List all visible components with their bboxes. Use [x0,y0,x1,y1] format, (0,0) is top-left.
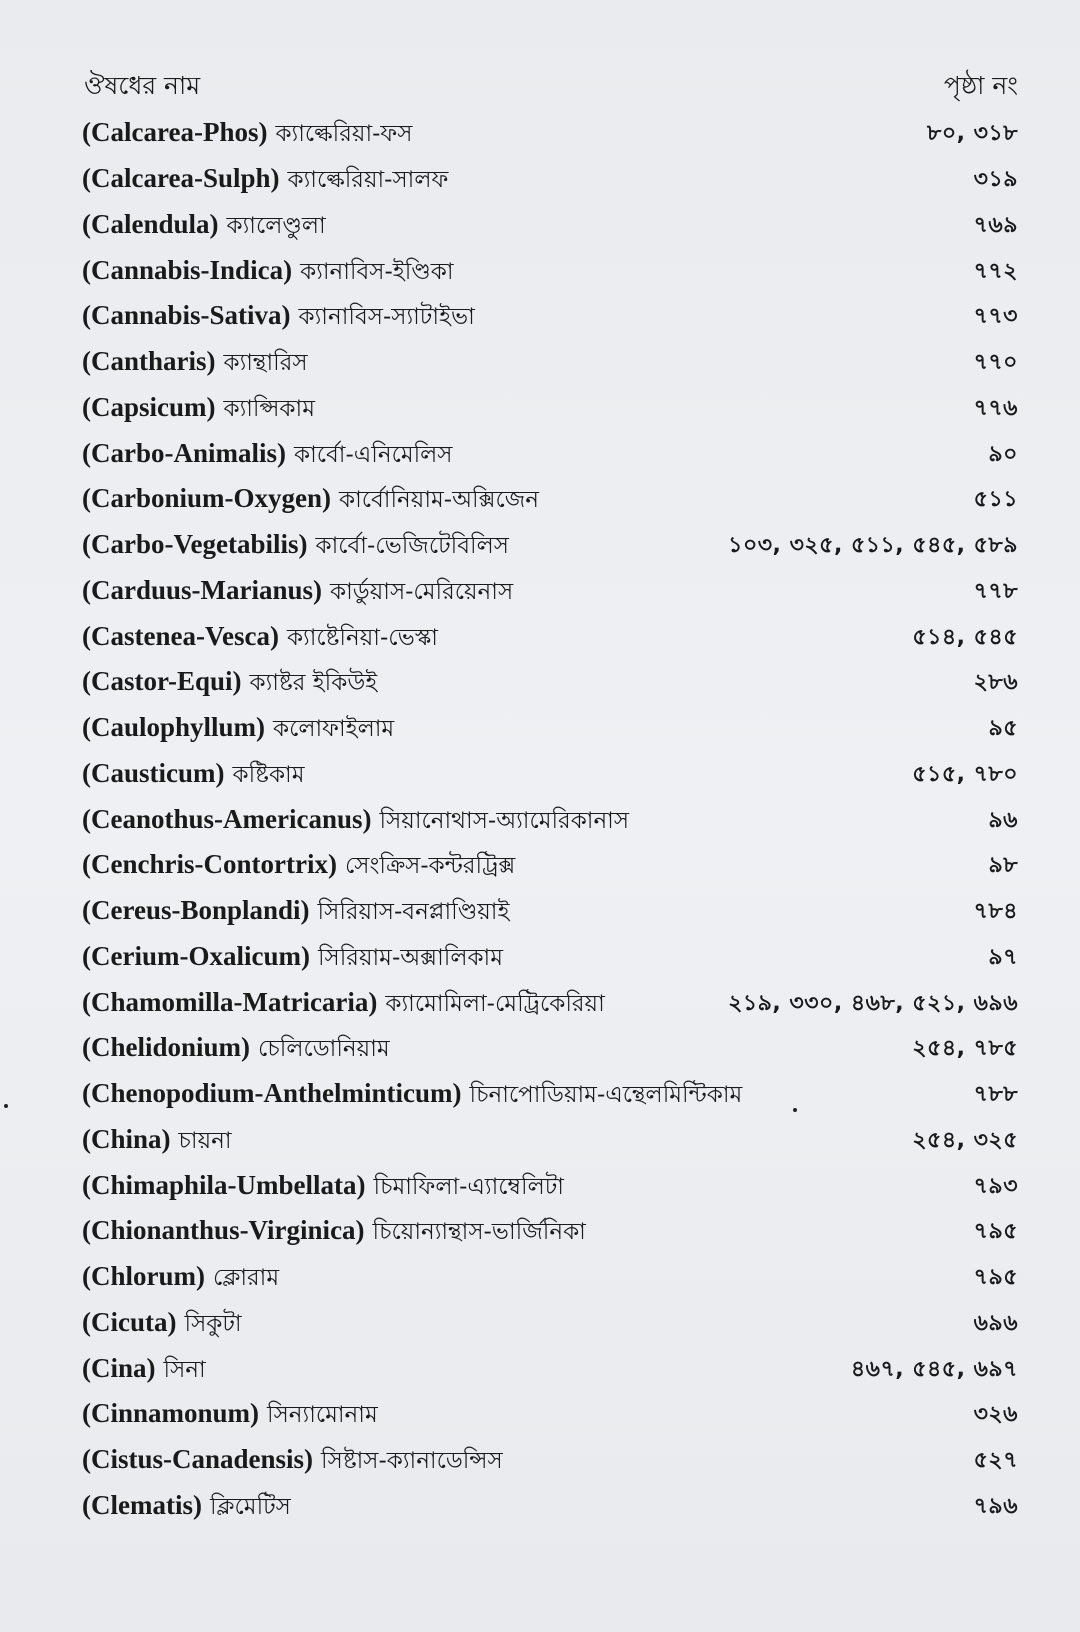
latin-name: (Capsicum) [82,391,216,422]
bengali-name: কার্বো-এনিমেলিস [294,441,453,468]
latin-name: (Carbo-Animalis) [82,437,286,468]
entry-name [82,939,503,978]
bengali-name: ক্যাপ্সিকাম [223,395,315,422]
latin-name: (Cerium-Oxalicum) [82,940,310,971]
index-entry [82,844,1018,890]
entry-name [82,1168,564,1207]
entry-name [82,756,305,795]
latin-name: (Causticum) [82,757,225,788]
latin-name: (China) [82,1123,171,1154]
bengali-name: ক্যাল্কেরিয়া-সালফ [287,167,449,194]
print-speck [793,1108,797,1112]
entry-name [82,253,454,292]
bengali-name: চিয়োন্যান্থাস-ভার্জিনিকা [372,1219,586,1246]
index-entry [82,661,1018,707]
bengali-name: সেংক্রিস-কন্টরট্রিক্স [344,853,516,880]
index-entry [82,1256,1018,1302]
bengali-name: কলোফাইলাম [273,716,395,743]
latin-name: (Calendula) [82,208,219,239]
latin-name: (Ceanothus-Americanus) [82,803,372,834]
entry-name [82,893,509,932]
bengali-name: ক্যানাবিস-স্যাটাইভা [298,304,475,331]
page-numbers: ৮০, ৩১৮ [927,121,1018,147]
bengali-name: সিনা [163,1356,206,1383]
page-numbers: ২৫৪, ৩২৫ [912,1127,1018,1153]
page-numbers: ৭৭৬ [973,395,1018,421]
index-entry [82,1302,1018,1348]
bengali-name: ক্লোরাম [213,1265,280,1292]
index-entry [82,1027,1018,1073]
latin-name: (Cenchris-Contortrix) [82,849,337,880]
bengali-name: সিয়ানোথাস-অ্যামেরিকানাস [379,807,630,834]
page-numbers: ৯৫ [988,716,1018,742]
latin-name: (Carbo-Vegetabilis) [82,529,308,560]
index-entry [82,1393,1018,1439]
entry-name [82,1488,291,1527]
entry-name [82,985,605,1024]
index-entry [82,1485,1018,1531]
index-entry [82,1347,1018,1393]
bengali-name: ক্যাষ্টর ইকিউই [249,670,378,697]
latin-name: (Chenopodium-Anthelminticum) [82,1078,462,1109]
latin-name: (Chamomilla-Matricaria) [82,986,378,1017]
entry-name [82,710,394,749]
latin-name: (Calcarea-Sulph) [82,163,280,194]
page-numbers: ৬৯৬ [973,1310,1018,1336]
bengali-name: চায়না [178,1127,232,1154]
entry-name [82,573,513,612]
index-entry [82,936,1018,982]
page-numbers: ২৫৪, ৭৮৫ [912,1036,1018,1062]
index-entry [82,890,1018,936]
index-entry [82,204,1018,250]
entry-name [82,1396,378,1435]
index-entry [82,1119,1018,1165]
index-entry [82,387,1018,433]
index-entry [82,341,1018,387]
page-numbers: ৭৯৫ [973,1219,1018,1245]
page-numbers: ২৮৬ [973,670,1018,696]
latin-name: (Cannabis-Sativa) [82,300,291,331]
latin-name: (Calcarea-Phos) [82,117,268,148]
bengali-name: কার্ডুয়াস-মেরিয়েনাস [330,578,514,605]
bengali-name: কষ্টিকাম [232,761,305,788]
latin-name: (Chimaphila-Umbellata) [82,1169,366,1200]
latin-name: (Carbonium-Oxygen) [82,483,331,514]
bengali-name: কার্বোনিয়াম-অক্সিজেন [339,487,540,514]
bengali-name: ক্যাষ্টেনিয়া-ভেস্কা [286,624,438,651]
bengali-name: চেলিডোনিয়াম [258,1036,390,1063]
column-header [84,68,1018,106]
bengali-name: ক্যামোমিলা-মেট্রিকেরিয়া [385,990,605,1017]
bengali-name: চিমাফিলা-এ্যাম্বেলিটা [373,1173,564,1200]
entry-name [82,527,509,566]
bengali-name: ক্যাল্কেরিয়া-ফস [275,121,413,148]
page-numbers: ৩২৬ [973,1402,1018,1428]
entry-name [82,1305,242,1344]
entry-name [82,1076,742,1115]
page-numbers: ৫১১ [973,487,1018,513]
entry-name [82,298,475,337]
page-numbers: ৭৮৪ [973,899,1018,925]
latin-name: (Clematis) [82,1489,202,1520]
header-medicine-name: ঔষধের নাম [84,70,201,100]
index-entry [82,615,1018,661]
index-entry [82,112,1018,158]
entry-name [82,664,377,703]
page-numbers: ৭৭২ [973,258,1018,284]
entry-name [82,1351,206,1390]
bengali-name: ক্যানাবিস-ইণ্ডিকা [300,258,454,285]
page-numbers: ৭৯৫ [973,1265,1018,1291]
index-entry [82,570,1018,616]
entry-name [82,436,453,475]
index-entry [82,524,1018,570]
index-entry [82,249,1018,295]
bengali-name: চিনাপোডিয়াম-এন্থেলমিন্টিকাম [469,1082,743,1109]
page-numbers: ৯৮ [988,853,1018,879]
medicine-index-list [82,112,1018,1530]
index-entry [82,981,1018,1027]
index-entry [82,432,1018,478]
entry-name [82,802,629,841]
entry-name [82,1259,279,1298]
latin-name: (Chelidonium) [82,1032,251,1063]
entry-name [82,1213,586,1252]
entry-name [82,1030,390,1069]
latin-name: (Cannabis-Indica) [82,254,293,285]
latin-name: (Caulophyllum) [82,712,266,743]
index-entry [82,158,1018,204]
index-entry [82,295,1018,341]
page-numbers: ৯৭ [988,944,1018,970]
latin-name: (Cistus-Canadensis) [82,1444,314,1475]
entry-name [82,847,515,886]
bengali-name: সিষ্টাস-ক্যানাডেন্সিস [321,1448,503,1475]
latin-name: (Cantharis) [82,346,216,377]
page-numbers: ৪৬৭, ৫৪৫, ৬৯৭ [850,1356,1018,1382]
entry-name [82,207,326,246]
bengali-name: ক্যান্থারিস [223,350,308,377]
bengali-name: ক্লিমেটিস [209,1493,291,1520]
header-page-number: পৃষ্ঠা নং [943,70,1018,100]
latin-name: (Cereus-Bonplandi) [82,895,310,926]
entry-name [82,1122,232,1161]
page-numbers: ৭৬৯ [973,212,1018,238]
entry-name [82,1442,503,1481]
index-entry [82,1439,1018,1485]
latin-name: (Chlorum) [82,1261,205,1292]
page-numbers: ৫১৪, ৫৪৫ [912,624,1018,650]
page-numbers: ৭৮৮ [973,1082,1018,1108]
page-numbers: ৭৭৮ [973,578,1018,604]
entry-name [82,115,412,154]
entry-name [82,619,438,658]
index-entry [82,753,1018,799]
index-entry [82,707,1018,753]
page-numbers: ৯০ [988,441,1018,467]
bengali-name: সিকুটা [184,1310,242,1337]
print-speck [4,1104,8,1108]
entry-name [82,390,315,429]
index-entry [82,478,1018,524]
index-entry [82,798,1018,844]
page-numbers: ১০৩, ৩২৫, ৫১১, ৫৪৫, ৫৮৯ [728,533,1018,559]
page-numbers: ৭৯৩ [973,1173,1018,1199]
page-numbers: ৭৭৩ [973,304,1018,330]
page-numbers: ৫২৭ [973,1448,1018,1474]
bengali-name: ক্যালেণ্ডুলা [226,212,326,239]
bengali-name: সিরিয়াস-বনপ্লাণ্ডিয়াই [317,899,510,926]
bengali-name: সিরিয়াম-অক্সালিকাম [317,944,503,971]
index-entry [82,1210,1018,1256]
entry-name [82,344,308,383]
latin-name: (Castenea-Vesca) [82,620,279,651]
entry-name [82,161,448,200]
index-entry [82,1164,1018,1210]
latin-name: (Castor-Equi) [82,666,242,697]
bengali-name: সিন্যামোনাম [267,1402,378,1429]
page-numbers: ৭৭০ [973,350,1018,376]
entry-name [82,481,539,520]
latin-name: (Cicuta) [82,1306,177,1337]
index-entry [82,1073,1018,1119]
page-numbers: ৩১৯ [973,167,1018,193]
latin-name: (Chionanthus-Virginica) [82,1215,365,1246]
latin-name: (Cina) [82,1352,156,1383]
bengali-name: কার্বো-ভেজিটেবিলিস [315,533,509,560]
page-numbers: ৫১৫, ৭৮০ [912,761,1018,787]
page-numbers: ৯৬ [988,807,1018,833]
page-numbers: ৭৯৬ [973,1493,1018,1519]
page-numbers: ২১৯, ৩৩০, ৪৬৮, ৫২১, ৬৯৬ [728,990,1018,1016]
latin-name: (Carduus-Marianus) [82,574,323,605]
latin-name: (Cinnamonum) [82,1398,260,1429]
